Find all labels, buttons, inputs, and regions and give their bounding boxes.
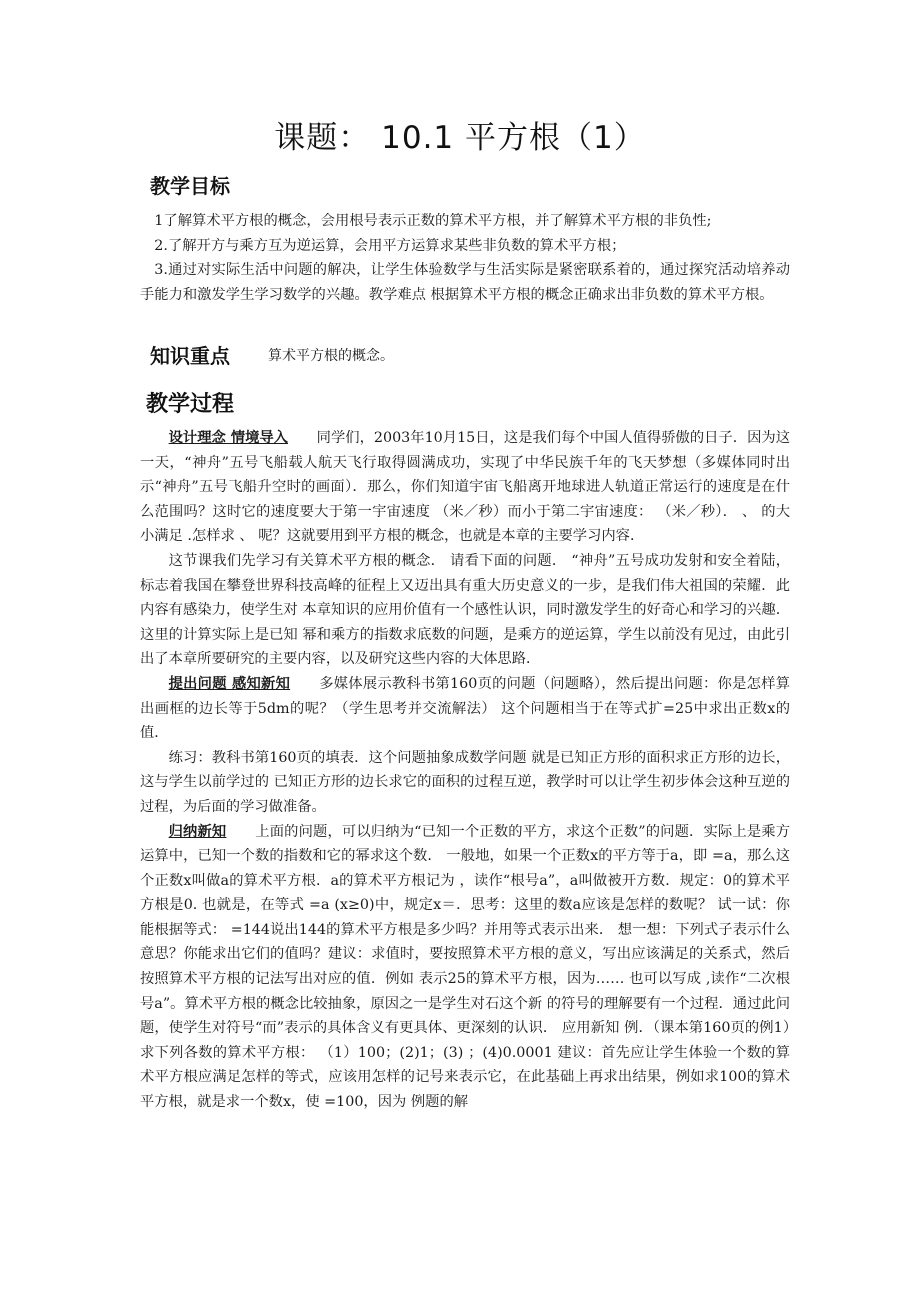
goals-list xyxy=(140,209,790,307)
process-paragraph-1 xyxy=(140,426,790,549)
goal-item-2: 2.了解开方与乘方互为逆运算，会用平方运算求某些非负数的算术平方根； xyxy=(154,237,626,254)
paragraph-label: 归纳新知 xyxy=(168,823,227,840)
process-paragraph-5 xyxy=(140,820,790,1115)
paragraph-label: 设计理念 情境导入 xyxy=(168,430,289,446)
paragraph-label: 提出问题 感知新知 xyxy=(168,675,291,692)
process-paragraph-3 xyxy=(140,672,790,746)
page-title: 课题： 10.1 平方根（1） xyxy=(274,120,646,156)
paragraph-text: 上面的问题，可以归纳为“已知一个正数的平方，求这个正数”的问题．实际上是乘方运算中，已知一个数的指数和它的幂求这个数． 一般地，如果一个正数x的平方等于a，即 =a，那么这个正数x叫做a的算术平方根．a的算术平方根记为 ，读作“根号a”，a叫做被开方数．规定：0的算术平方根是0. 也就是，在等式 =a (x≥0)中，规定x＝．思考：这里的数a应该是怎样的数呢？ 试一试：你能根据等式： =144说出144的算术平方根是多少吗？并用等式表示出来． 想一想：下列式子表示什么意思？你能求出它们的值吗？建议：求值时，要按照算术平方根的意义，写出应该满足的关系式，然后按照算术平方根的记法写出对应的值．例如 表示25的算术平方根，因为…… 也可以写成 ,读作“二次根号a”。算术平方根的概念比较抽象，原因之一是学生对石这个新 的符号的理解要有一个过程．通过此问题，使学生对符号“而”表示的具体含义有更具体、更深刻的认识． 应用新知 例．（课本第160页的例1）求下列各数的算术平方根： （1）100；(2)1；(3) ；(4)0.0001 建议：首先应让学生体验一个数的算术平方根应满足怎样的等式，应该用怎样的记号来表示它，在此基础上再求出结果，例如求100的算术平方根，就是求一个数x，使 =100，因为 例题的解 xyxy=(140,823,790,1111)
key-point-text: 算术平方根的概念。 xyxy=(268,348,394,364)
process-paragraph-2: 这节课我们先学习有关算术平方根的概念． 请看下面的问题． “神舟”五号成功发射和安全着陆，标志着我国在攀登世界科技高峰的征程上又迈出具有重大历史意义的一步，是我们伟大祖国的荣耀．此内容有感染力，使学生对 本章知识的应用价值有一个感性认识，同时激发学生的好奇心和学习的兴趣．这里的计算实际上是已知 幂和乘方的指数求底数的问题，是乘方的逆运算，学生以前没有见过，由此引出了本章所要研究的主要内容，以及研究这些内容的大体思路． xyxy=(140,552,790,668)
process-paragraph-4: 练习：教科书第160页的填表．这个问题抽象成数学问题 就是已知正方形的面积求正方形的边长，这与学生以前学过的 已知正方形的边长求它的面积的过程互逆，教学时可以让学生初步体会这种互逆的过程，为后面的学习做准备。 xyxy=(140,749,790,815)
goal-item-1: 1了解算术平方根的概念，会用根号表示正数的算术平方根，并了解算术平方根的非负性; xyxy=(154,213,712,229)
goal-item-3: 3.通过对实际生活中问题的解决，让学生体验数学与生活实际是紧密联系着的，通过探究活动培养动手能力和激发学生学习数学的兴趣。教学难点 根据算术平方根的概念正确求出非负数的算术平方根。 xyxy=(140,262,790,303)
section-heading-goals: 教学目标 xyxy=(150,174,230,198)
section-heading-key-point: 知识重点 xyxy=(150,344,230,368)
paragraph-text: 多媒体展示教科书第160页的问题（问题略），然后提出问题：你是怎样算出画框的边长等于5dm的呢？（学生思考并交流解法） 这个问题相当于在等式扩=25中求出正数x的值． xyxy=(140,675,791,742)
paragraph-text: 同学们，2003年10月15日，这是我们每个中国人值得骄傲的日子．因为这一天，“神舟”五号飞船载人航天飞行取得圆满成功，实现了中华民族千年的飞天梦想（多媒体同时出示“神舟”五号飞船升空时的画面）．那么，你们知道宇宙飞船离开地球进人轨道正常运行的速度是在什么范围吗？这时它的速度要大于第一宇宙速度 （米／秒）而小于第二宇宙速度： （米／秒）． 、 的大小满足 .怎样求 、 呢？这就要用到平方根的概念，也就是本章的主要学习内容． xyxy=(140,430,790,545)
section-heading-process: 教学过程 xyxy=(146,392,235,417)
process-body xyxy=(140,426,790,1115)
